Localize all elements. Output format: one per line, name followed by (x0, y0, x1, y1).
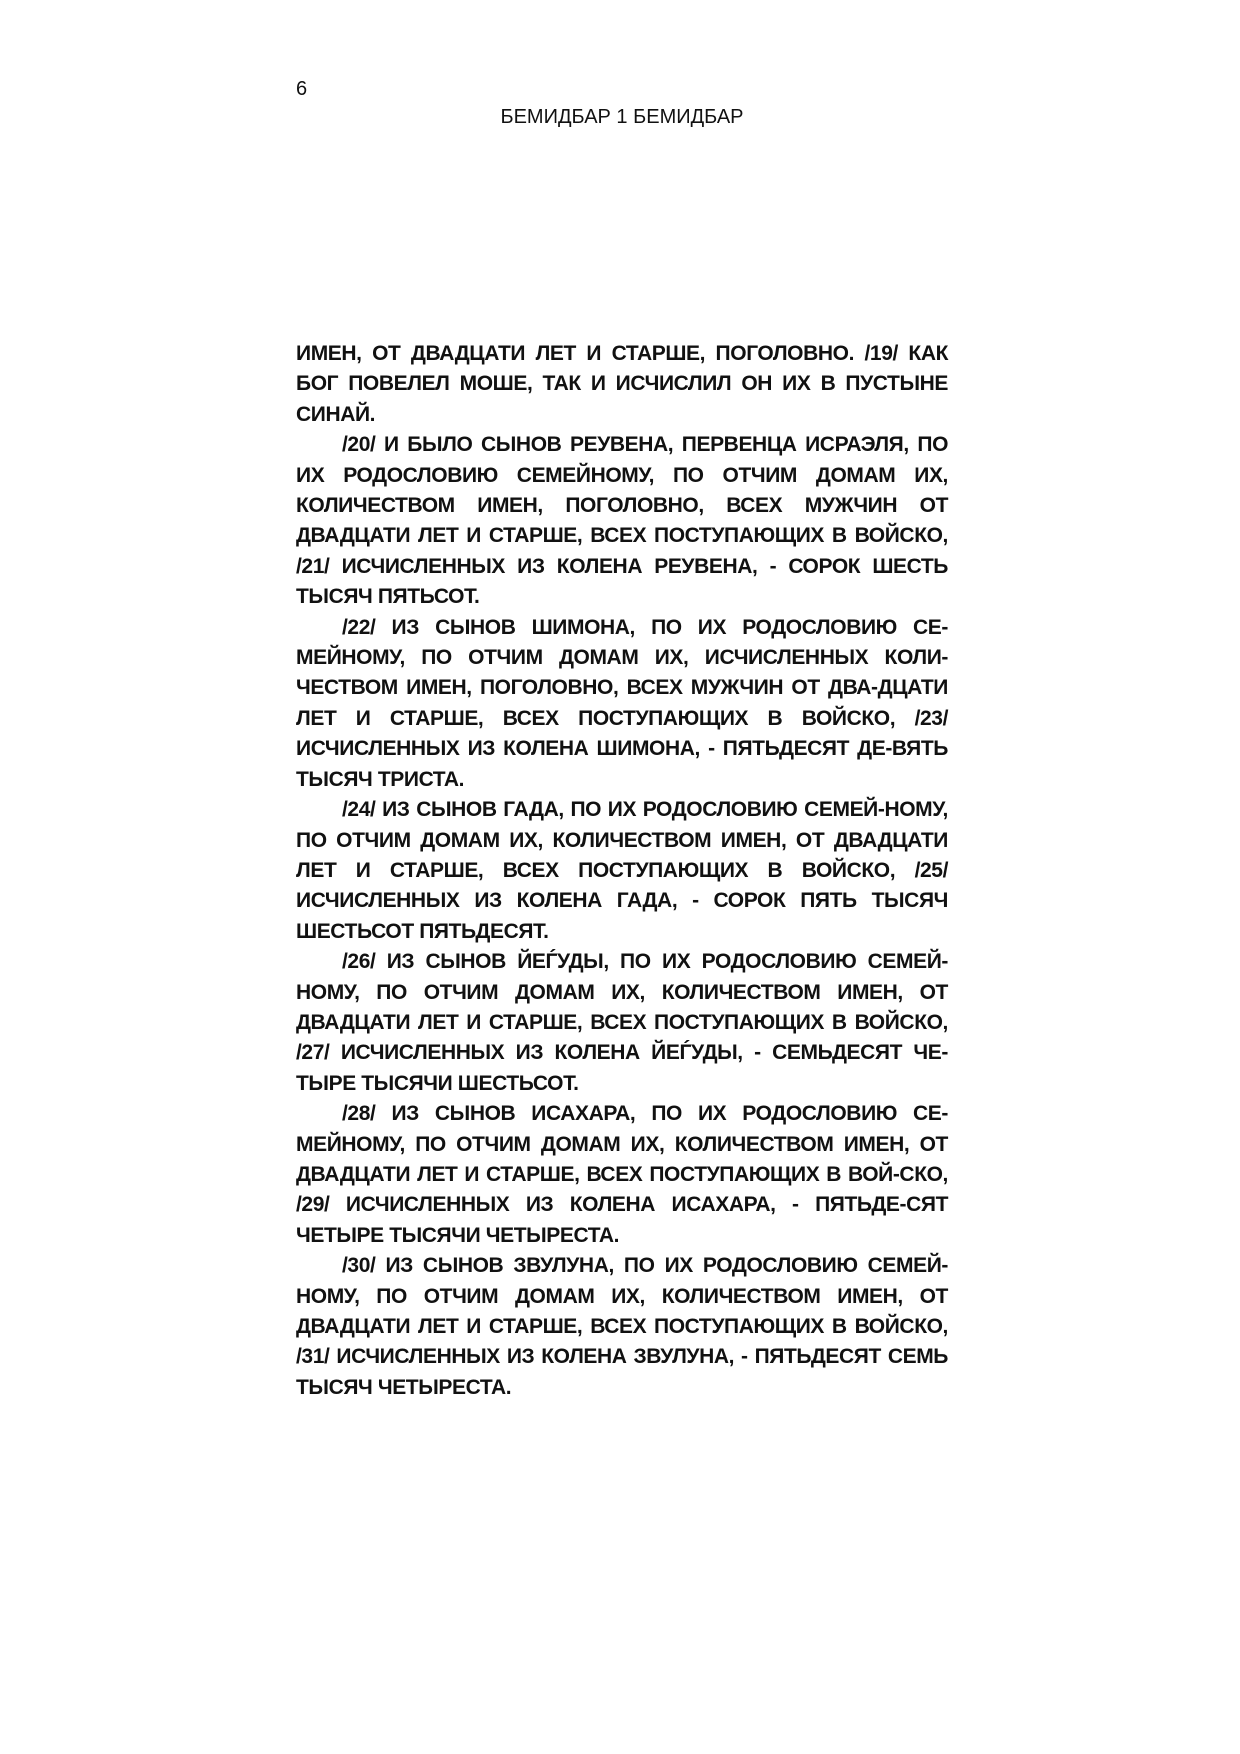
paragraph-verse-22: /22/ ИЗ СЫНОВ ШИМОНА, ПО ИХ РОДОСЛОВИЮ СЕ-МЕЙНОМУ, ПО ОТЧИМ ДОМАМ ИХ, ИСЧИСЛЕННЫХ КОЛИ-ЧЕСТВОМ ИМЕН, ПОГОЛОВНО, ВСЕХ МУЖЧИН ОТ ДВА-ДЦАТИ ЛЕТ И СТАРШЕ, ВСЕХ ПОСТУПАЮЩИХ В ВОЙСКО, /23/ ИСЧИСЛЕННЫХ ИЗ КОЛЕНА ШИМОНА, - ПЯТЬДЕСЯТ ДЕ-ВЯТЬ ТЫСЯЧ ТРИСТА. (296, 615, 948, 791)
paragraph-verse-24: /24/ ИЗ СЫНОВ ГАДА, ПО ИХ РОДОСЛОВИЮ СЕМЕЙ-НОМУ, ПО ОТЧИМ ДОМАМ ИХ, КОЛИЧЕСТВОМ ИМЕН, ОТ ДВАДЦАТИ ЛЕТ И СТАРШЕ, ВСЕХ ПОСТУПАЮЩИХ В ВОЙСКО, /25/ ИСЧИСЛЕННЫХ ИЗ КОЛЕНА ГАДА, - СОРОК ПЯТЬ ТЫСЯЧ ШЕСТЬСОТ ПЯТЬДЕСЯТ. (296, 798, 948, 943)
paragraph-verse-28: /28/ ИЗ СЫНОВ ИСАХАРА, ПО ИХ РОДОСЛОВИЮ СЕ-МЕЙНОМУ, ПО ОТЧИМ ДОМАМ ИХ, КОЛИЧЕСТВОМ ИМЕН, ОТ ДВАДЦАТИ ЛЕТ И СТАРШЕ, ВСЕХ ПОСТУПАЮЩИХ В ВОЙ-СКО, /29/ ИСЧИСЛЕННЫХ ИЗ КОЛЕНА ИСАХАРА, - ПЯТЬДЕ-СЯТ ЧЕТЫРЕ ТЫСЯЧИ ЧЕТЫРЕСТА. (296, 1102, 948, 1247)
page-number: 6 (296, 78, 308, 100)
running-header: БЕМИДБАР 1 БЕМИДБАР (500, 106, 744, 128)
body-text (296, 339, 948, 1403)
paragraph-continuation: ИМЕН, ОТ ДВАДЦАТИ ЛЕТ И СТАРШЕ, ПОГОЛОВНО. /19/ КАК БОГ ПОВЕЛЕЛ МОШЕ, ТАК И ИСЧИСЛИЛ ОН ИХ В ПУСТЫНЕ СИНАЙ. (296, 342, 948, 426)
paragraph-verse-20: /20/ И БЫЛО СЫНОВ РЕУВЕНА, ПЕРВЕНЦА ИСРАЭЛЯ, ПО ИХ РОДОСЛОВИЮ СЕМЕЙНОМУ, ПО ОТЧИМ ДОМАМ ИХ, КОЛИЧЕСТВОМ ИМЕН, ПОГОЛОВНО, ВСЕХ МУЖЧИН ОТ ДВАДЦАТИ ЛЕТ И СТАРШЕ, ВСЕХ ПОСТУПАЮЩИХ В ВОЙСКО, /21/ ИСЧИСЛЕННЫХ ИЗ КОЛЕНА РЕУВЕНА, - СОРОК ШЕСТЬ ТЫСЯЧ ПЯТЬСОТ. (296, 433, 948, 609)
paragraph-verse-26: /26/ ИЗ СЫНОВ ЙЕЃУДЫ, ПО ИХ РОДОСЛОВИЮ СЕМЕЙ-НОМУ, ПО ОТЧИМ ДОМАМ ИХ, КОЛИЧЕСТВОМ ИМЕН, ОТ ДВАДЦАТИ ЛЕТ И СТАРШЕ, ВСЕХ ПОСТУПАЮЩИХ В ВОЙСКО, /27/ ИСЧИСЛЕННЫХ ИЗ КОЛЕНА ЙЕЃУДЫ, - СЕМЬДЕСЯТ ЧЕ-ТЫРЕ ТЫСЯЧИ ШЕСТЬСОТ. (296, 950, 948, 1095)
paragraph-verse-30: /30/ ИЗ СЫНОВ ЗВУЛУНА, ПО ИХ РОДОСЛОВИЮ СЕМЕЙ-НОМУ, ПО ОТЧИМ ДОМАМ ИХ, КОЛИЧЕСТВОМ ИМЕН, ОТ ДВАДЦАТИ ЛЕТ И СТАРШЕ, ВСЕХ ПОСТУПАЮЩИХ В ВОЙСКО, /31/ ИСЧИСЛЕННЫХ ИЗ КОЛЕНА ЗВУЛУНА, - ПЯТЬДЕСЯТ СЕМЬ ТЫСЯЧ ЧЕТЫРЕСТА. (296, 1254, 948, 1399)
